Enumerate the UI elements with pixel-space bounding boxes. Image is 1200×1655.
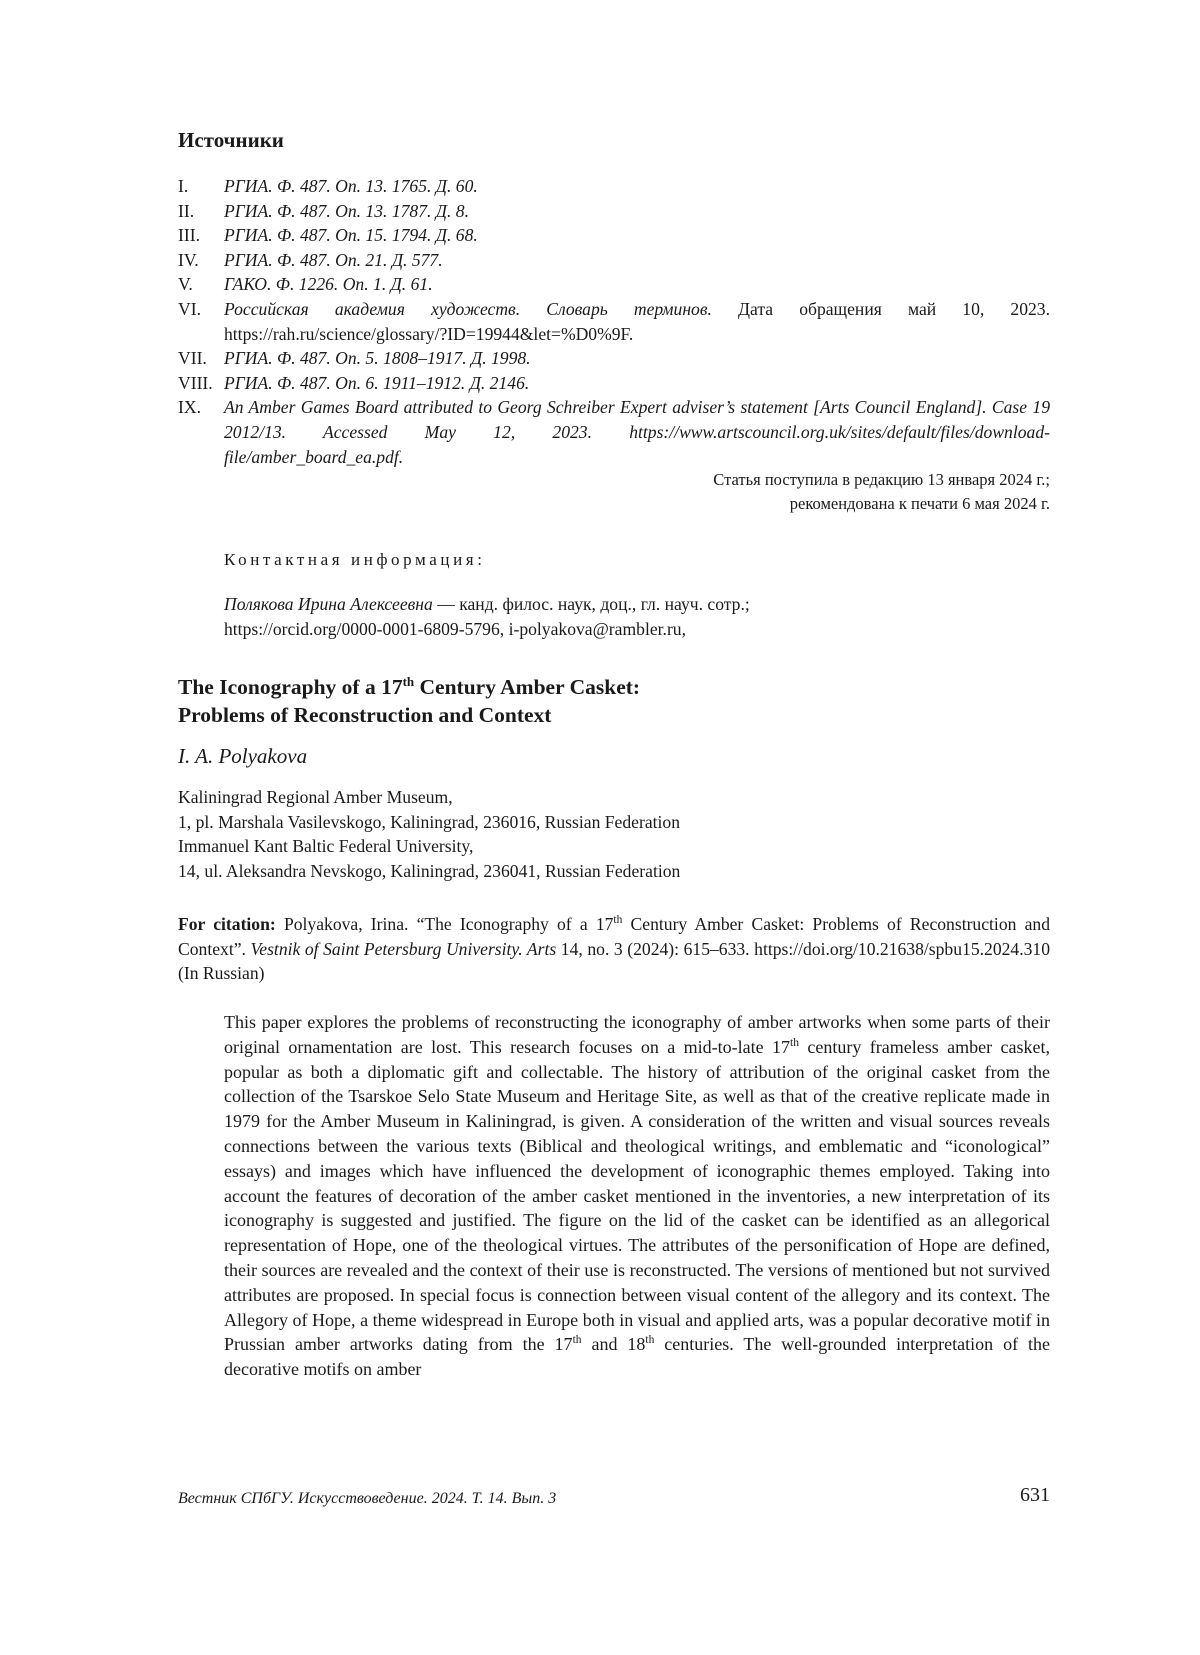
source-item — [178, 248, 1050, 273]
citation — [178, 912, 1050, 986]
abstract-superscript: th — [572, 1334, 582, 1347]
source-text: РГИА. Ф. 487. Оп. 21. Д. 577. — [224, 249, 443, 270]
source-item — [178, 297, 1050, 346]
source-number: I. — [178, 176, 189, 196]
source-number: VII. — [178, 348, 207, 369]
source-text: ГАКО. Ф. 1226. Оп. 1. Д. 61. — [224, 274, 433, 295]
citation-superscript: th — [613, 914, 623, 927]
affiliations — [178, 785, 680, 883]
abstract-text: century frameless amber casket, popular as both a diplomatic gift and collectable. The history of attribution of the original casket from the collection of the Tsarskoe Selo State Museum and Heritage Site, as well as that of the creative replicate made in 1979 for the Amber Museum in Kaliningrad, is given. A consideration of the written and visual sources reveals connections between the various texts (Biblical and theological writings, and emblematic and “iconological” essays) and images which have influenced the development of iconographic themes employed. Taking into account the features of decoration of the amber casket mentioned in the inventories, a new interpretation of its iconography is suggested and justified. The figure on the lid of the casket can be identified as an allegorical representation of Hope, one of the theological virtues. The attributes of the personification of Hope are defined, their sources are revealed and the context of their use is reconstructed. The versions of mentioned but not survived attributes are proposed. In special focus is connection between visual content of the allegory and its context. The Allegory of Hope, a theme widespread in Europe both in visual and applied arts, was a popular decorative motif in Prussian amber artworks dating from the 17 — [224, 1036, 1050, 1355]
source-number: III. — [178, 225, 200, 246]
title-subtitle: Problems of Reconstruction and Context — [178, 703, 552, 727]
abstract-superscript: th — [645, 1334, 655, 1347]
page-number: 631 — [1020, 1484, 1050, 1506]
affiliation-line: 1, pl. Marshala Vasilevskogo, Kaliningrad, 236016, Russian Federation — [178, 811, 681, 832]
contact-details: — канд. филос. наук, доц., гл. науч. сотр.; — [432, 594, 750, 614]
source-text: РГИА. Ф. 487. Оп. 6. 1911–1912. Д. 2146. — [224, 372, 530, 393]
citation-text: Century Amber Casket: Problems of Reconstruction and Context”. — [178, 914, 1050, 959]
footer-journal: Вестник СПбГУ. Искусствоведение. 2024. Т. 14. Вып. 3 — [178, 1490, 557, 1507]
abstract-text: centuries. The well-grounded interpretation of the decorative motifs on amber — [224, 1334, 1051, 1380]
title-superscript: th — [402, 673, 415, 689]
source-number: II. — [178, 200, 195, 221]
abstract-superscript: th — [790, 1036, 799, 1049]
received-note — [713, 468, 1050, 516]
received-line-2: рекомендована к печати 6 мая 2024 г. — [789, 494, 1050, 513]
title-text: Century Amber Casket: — [414, 675, 641, 699]
affiliation-line: 14, ul. Aleksandra Nevskogo, Kaliningrad, 236041, Russian Federation — [178, 860, 681, 881]
source-text — [224, 297, 1050, 346]
abstract-text: This paper explores the problems of reconstructing the iconography of amber artworks when some parts of their original ornamentation are lost. This research focuses on a mid-to-late 17 — [224, 1012, 1050, 1057]
source-number: VI. — [178, 298, 201, 319]
sources-list — [178, 174, 1050, 469]
source-item — [178, 223, 1050, 248]
abstract-text: and 18 — [581, 1334, 646, 1355]
article-title — [178, 673, 640, 729]
source-number: IX. — [178, 397, 201, 418]
source-number: V. — [178, 274, 193, 295]
source-number: IV. — [178, 249, 199, 270]
source-item — [178, 199, 1050, 224]
source-text: РГИА. Ф. 487. Оп. 13. 1787. Д. 8. — [224, 200, 469, 221]
citation-text: Polyakova, Irina. “The Iconography of a 17 — [275, 914, 614, 934]
source-link[interactable]: Дата обращения май 10, 2023. https://rah.ru/science/glossary/?ID=19944&let=%D0%9F. — [224, 298, 1050, 344]
title-text: The Iconography of a 17 — [178, 675, 403, 699]
source-item — [178, 395, 1050, 469]
contact-info — [224, 592, 750, 641]
affiliation-line: Immanuel Kant Baltic Federal University, — [178, 836, 474, 857]
author: I. A. Polyakova — [178, 744, 308, 768]
citation-label: For citation: — [178, 914, 276, 934]
contact-ids[interactable]: https://orcid.org/0000-0001-6809-5796, i-polyakova@rambler.ru, — [224, 618, 686, 639]
source-number: VIII. — [178, 372, 213, 393]
source-item — [178, 371, 1050, 396]
source-item — [178, 272, 1050, 297]
abstract — [224, 1010, 1050, 1382]
source-item — [178, 174, 1050, 199]
source-text: РГИА. Ф. 487. Оп. 13. 1765. Д. 60. — [224, 176, 478, 196]
affiliation-line: Kaliningrad Regional Amber Museum, — [178, 787, 453, 807]
source-text: РГИА. Ф. 487. Оп. 15. 1794. Д. 68. — [224, 225, 478, 246]
source-text: An Amber Games Board attributed to Georg Schreiber Expert adviser’s statement [Arts Council England]. Case 19 2012/13. Accessed May 12, 2023. https://www.artscouncil.org.uk/sites/default/files/download-file/amber_board_ea.pdf. — [224, 397, 1050, 467]
sources-heading: Источники — [178, 128, 284, 152]
source-title: Российская академия художеств. Словарь терминов. — [224, 298, 712, 319]
source-text: РГИА. Ф. 487. Оп. 5. 1808–1917. Д. 1998. — [224, 348, 531, 369]
contact-name: Полякова Ирина Алексеевна — [224, 594, 433, 614]
citation-journal: Vestnik of Saint Petersburg University. Arts — [250, 938, 557, 959]
received-line-1: Статья поступила в редакцию 13 января 2024 г.; — [713, 470, 1050, 489]
citation-text[interactable]: 14, no. 3 (2024): 615–633. https://doi.org/10.21638/spbu15.2024.310 (In Russian) — [178, 938, 1050, 984]
contact-heading: Контактная информация: — [224, 550, 486, 569]
source-item — [178, 346, 1050, 371]
